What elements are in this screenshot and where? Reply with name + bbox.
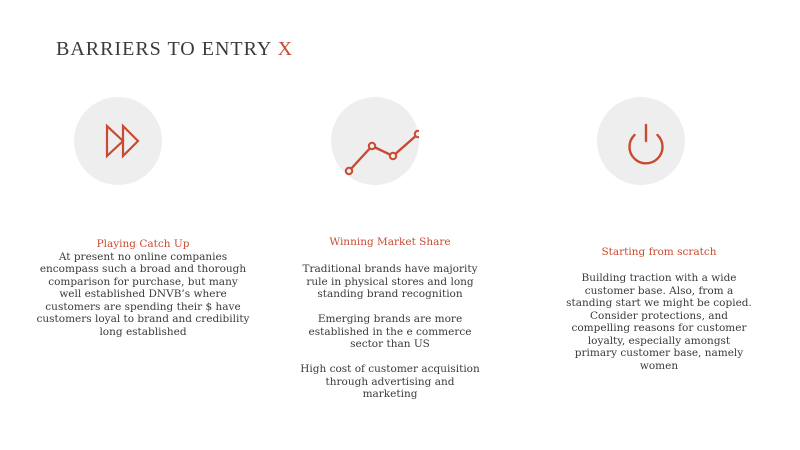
line-chart-icon: [331, 97, 419, 185]
column-paragraph: At present no online companies encompass such a broad and thorough comparison for purchase, but many well established DNVB’s where customers are spending their $ have customers loyal to brand and credibility long established: [36, 250, 250, 338]
fast-forward-icon-circle: [74, 97, 162, 185]
column-winning-market-share: [300, 236, 480, 401]
slide-title-text: BARRIERS TO ENTRY: [56, 38, 272, 60]
column-paragraph: Building traction with a wide customer base. Also, from a standing start we might be copied. Consider protections, and compelling reasons for customer loyalty, especially amongst primary customer base, namely women: [566, 272, 752, 372]
line-chart-icon-circle: [331, 97, 419, 185]
column-playing-catch-up: [36, 238, 250, 338]
column-heading: Winning Market Share: [329, 236, 451, 248]
column-paragraph: Emerging brands are more established in the e commerce sector than US: [308, 313, 472, 350]
column-starting-from-scratch: [566, 246, 752, 372]
slide-title-accent: X: [277, 38, 294, 60]
power-icon: [597, 97, 685, 185]
column-heading: Starting from scratch: [601, 246, 717, 258]
column-paragraph: Traditional brands have majority rule in physical stores and long standing brand recognition: [302, 263, 478, 300]
column-paragraph: High cost of customer acquisition through advertising and marketing: [300, 363, 480, 400]
power-icon-circle: [597, 97, 685, 185]
column-heading: Playing Catch Up: [96, 238, 190, 250]
fast-forward-icon: [74, 97, 162, 185]
slide-title: [56, 38, 293, 61]
